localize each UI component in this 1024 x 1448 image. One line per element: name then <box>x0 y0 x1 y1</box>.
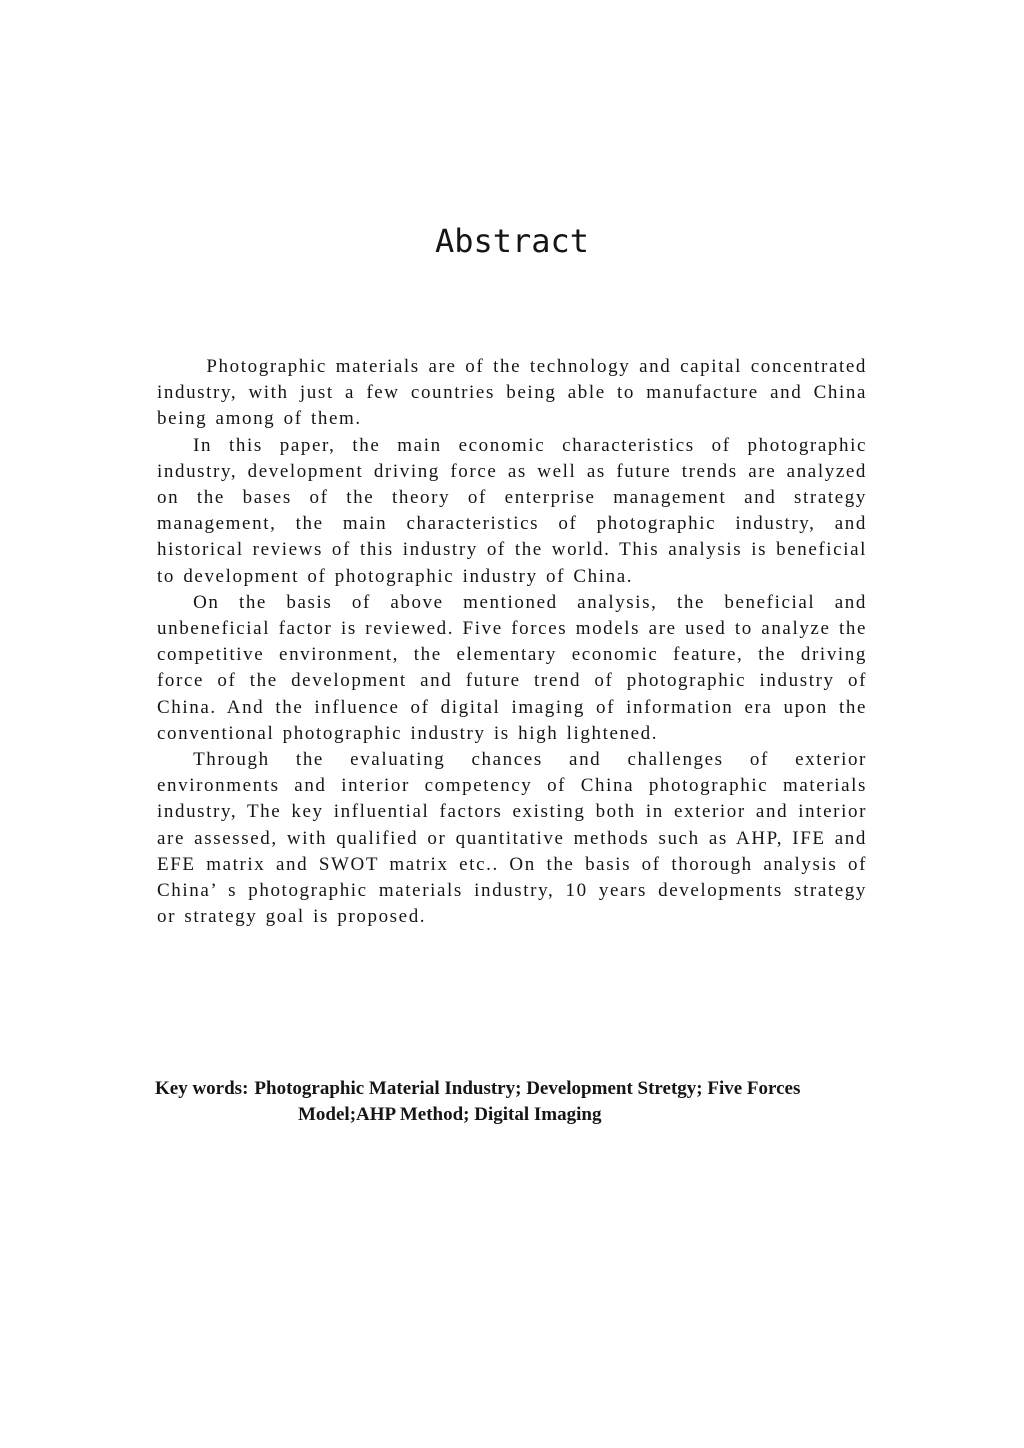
abstract-paragraph-3: On the basis of above mentioned analysis, the beneficial and unbeneficial factor is reviewed. Five forces models are used to analyze the competitive environment, the elementary economic feature, the driving force of the development and future trend of photographic industry of China. And the influence of digital imaging of information era upon the conventional photographic industry is high lightened. <box>157 591 867 744</box>
keywords-section <box>155 1076 869 1128</box>
keywords-label: Key words: <box>155 1078 249 1099</box>
abstract-paragraph-4: Through the evaluating chances and challenges of exterior environments and interior competency of China photographic materials industry, The key influential factors existing both in exterior and interior are assessed, with qualified or quantitative methods such as AHP, IFE and EFE matrix and SWOT matrix etc.. On the basis of thorough analysis of China’ s photographic materials industry, 10 years developments strategy or strategy goal is proposed. <box>157 749 867 928</box>
keywords-line-1: Photographic Material Industry; Development Stretgy; Five Forces <box>254 1078 801 1099</box>
keywords-line-2: Model;AHP Method; Digital Imaging <box>298 1104 602 1125</box>
abstract-body <box>157 354 867 930</box>
abstract-paragraph-1: Photographic materials are of the technology and capital concentrated industry, with just a few countries being able to manufacture and China being among of them. <box>157 356 867 430</box>
abstract-paragraph-2: In this paper, the main economic characteristics of photographic industry, development driving force as well as future trends are analyzed on the bases of the theory of enterprise management and strategy management, the main characteristics of photographic industry, and historical reviews of this industry of the world. This analysis is beneficial to development of photographic industry of China. <box>157 434 867 587</box>
page-title: Abstract <box>434 222 590 260</box>
